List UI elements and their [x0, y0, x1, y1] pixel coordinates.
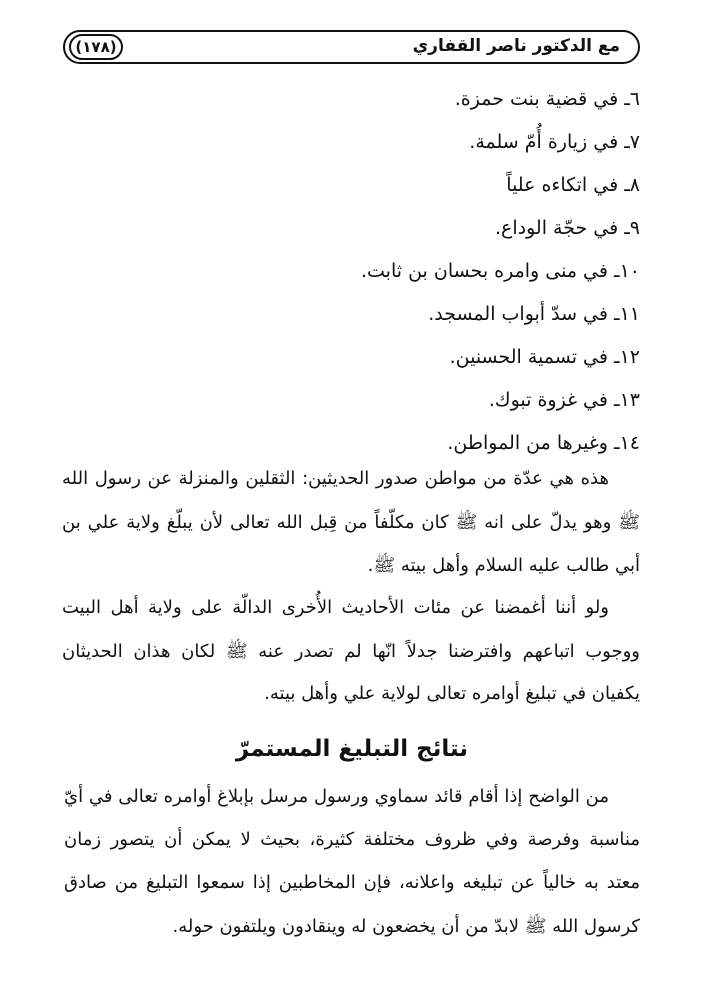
page-number: (١٧٨) — [69, 34, 123, 60]
paragraph-line: هذه هي عدّة من مواطن صدور الحديثين: الثقلين والمنزلة عن رسول الله — [62, 468, 609, 489]
paragraph-line: كرسول الله ﷺ لابدّ من أن يخضعون له وينقادون ويلتفون حوله. — [172, 916, 640, 937]
list-item: ٦ـ في قضية بنت حمزة. — [454, 88, 640, 110]
page-header — [63, 30, 640, 64]
paragraph-line: مناسبة وفرصة وفي ظروف مختلفة كثيرة، بحيث لا يمكن أن يتصور زمان — [64, 829, 640, 850]
list-item: ٩ـ في حجّة الوداع. — [494, 217, 640, 239]
list-item: ١١ـ في سدّ أبواب المسجد. — [428, 303, 640, 325]
paragraph-line: ﷺ وهو يدلّ على انه ﷺ كان مكلّفاً من قِبل الله تعالى لأن يبلّغ ولاية علي بن — [62, 512, 640, 533]
paragraph-line: ووجوب اتباعهم وافترضنا جدلاً انّها لم تصدر عنه ﷺ لكان هذان الحديثان — [62, 641, 640, 662]
paragraph-line: أبي طالب عليه السلام وأهل بيته ﷺ. — [367, 555, 640, 576]
section-heading: نتائج التبليغ المستمرّ — [235, 736, 469, 762]
paragraph-line: معتد به خالياً عن تبليغه واعلانه، فإن المخاطبين إذا سمعوا التبليغ من صادق — [64, 872, 640, 893]
paragraph-line: ولو أننا أغمضنا عن مئات الأحاديث الأُخرى الدالّة على ولاية أهل البيت — [62, 597, 609, 618]
paragraph-line: يكفيان في تبليغ أوامره تعالى لولاية علي وأهل بيته. — [264, 683, 640, 704]
list-item: ١٣ـ في غزوة تبوك. — [488, 389, 640, 411]
list-item: ١٠ـ في منى وامره بحسان بن ثابت. — [360, 260, 640, 282]
list-item: ١٢ـ في تسمية الحسنين. — [449, 346, 640, 368]
list-item: ٨ـ في اتكاءه علياً — [506, 174, 640, 196]
list-item: ٧ـ في زيارة أُمّ سلمة. — [469, 131, 640, 153]
running-title: مع الدكتور ناصر القفاري — [412, 36, 620, 56]
paragraph-line: من الواضح إذا أقام قائد سماوي ورسول مرسل بإبلاغ أوامره تعالى في أيّ — [64, 786, 609, 807]
list-item: ١٤ـ وغيرها من المواطن. — [447, 432, 640, 454]
